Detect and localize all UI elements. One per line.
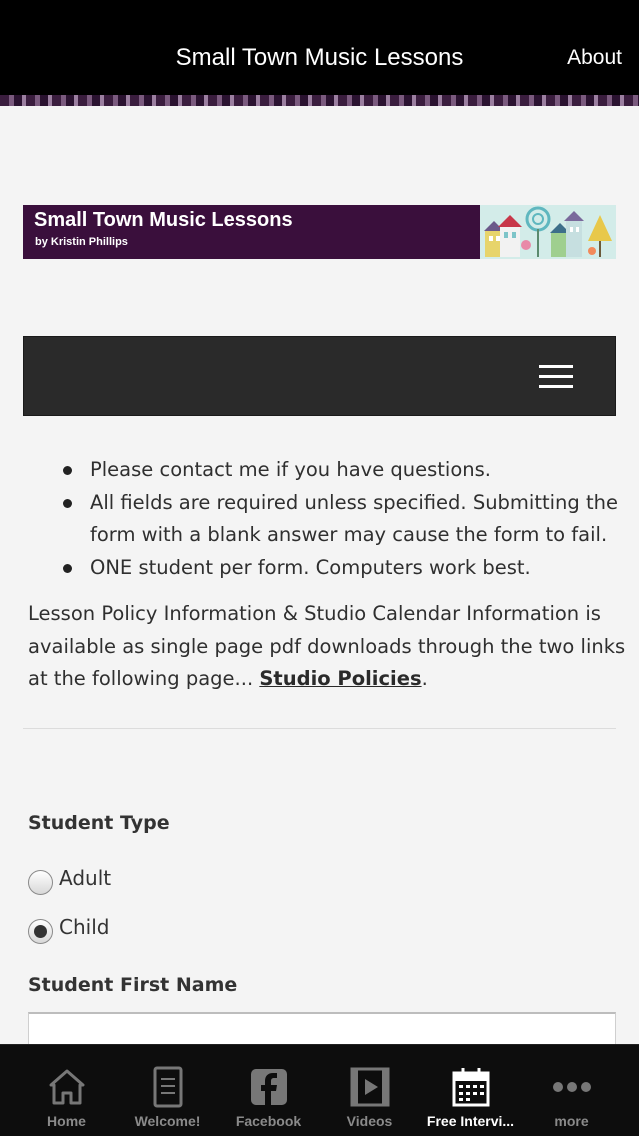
tab-label: Home <box>47 1113 86 1129</box>
home-icon <box>47 1065 87 1109</box>
about-button[interactable]: About <box>567 46 622 69</box>
calendar-icon <box>451 1065 491 1109</box>
document-icon <box>148 1065 188 1109</box>
student-type-label: Student Type <box>28 812 170 834</box>
tab-home[interactable] <box>16 1045 117 1136</box>
list-item: All fields are required unless specified. Submitting the form with a blank answer may cause the form to fail. <box>60 487 620 552</box>
student-first-name-input[interactable] <box>28 1012 616 1044</box>
site-nav-bar <box>23 336 616 416</box>
list-item: ONE student per form. Computers work best. <box>60 552 620 585</box>
facebook-icon <box>249 1065 289 1109</box>
tab-facebook[interactable] <box>218 1045 319 1136</box>
banner-subtitle: by Kristin Phillips <box>35 236 128 248</box>
banner-title: Small Town Music Lessons <box>34 209 293 231</box>
more-icon <box>552 1065 592 1109</box>
divider <box>23 728 616 729</box>
tab-label: Free Intervi... <box>426 1113 515 1129</box>
page-title: Small Town Music Lessons <box>175 44 464 71</box>
list-item: Please contact me if you have questions. <box>60 454 620 487</box>
radio-label-child[interactable]: Child <box>59 915 110 939</box>
student-first-name-label: Student First Name <box>28 974 238 996</box>
tab-welcome[interactable] <box>117 1045 218 1136</box>
policy-paragraph <box>28 598 628 696</box>
tab-label: more <box>554 1113 589 1129</box>
tab-videos[interactable] <box>319 1045 420 1136</box>
tab-free-interview[interactable] <box>420 1045 521 1136</box>
tab-label: Facebook <box>235 1113 302 1129</box>
menu-icon[interactable] <box>539 365 575 389</box>
instructions-list <box>60 454 620 584</box>
video-icon <box>350 1065 390 1109</box>
tab-more[interactable] <box>521 1045 622 1136</box>
policy-text-end: . <box>421 667 428 690</box>
tab-label: Welcome! <box>134 1113 201 1129</box>
studio-policies-link[interactable]: Studio Policies <box>259 667 422 690</box>
top-nav-bar <box>0 0 639 95</box>
radio-button-adult[interactable] <box>28 870 53 895</box>
radio-button-child[interactable] <box>28 919 53 944</box>
bottom-tab-bar <box>0 1044 639 1136</box>
tab-label: Videos <box>346 1113 393 1129</box>
site-banner[interactable] <box>23 205 616 259</box>
decorative-stripe <box>0 95 639 106</box>
banner-town-illustration <box>480 205 616 259</box>
policy-text: Lesson Policy Information & Studio Calendar Information is available as single page pdf downloads through the two links at the following page... <box>28 602 626 690</box>
radio-label-adult[interactable]: Adult <box>59 866 112 890</box>
web-content[interactable] <box>0 106 639 1044</box>
